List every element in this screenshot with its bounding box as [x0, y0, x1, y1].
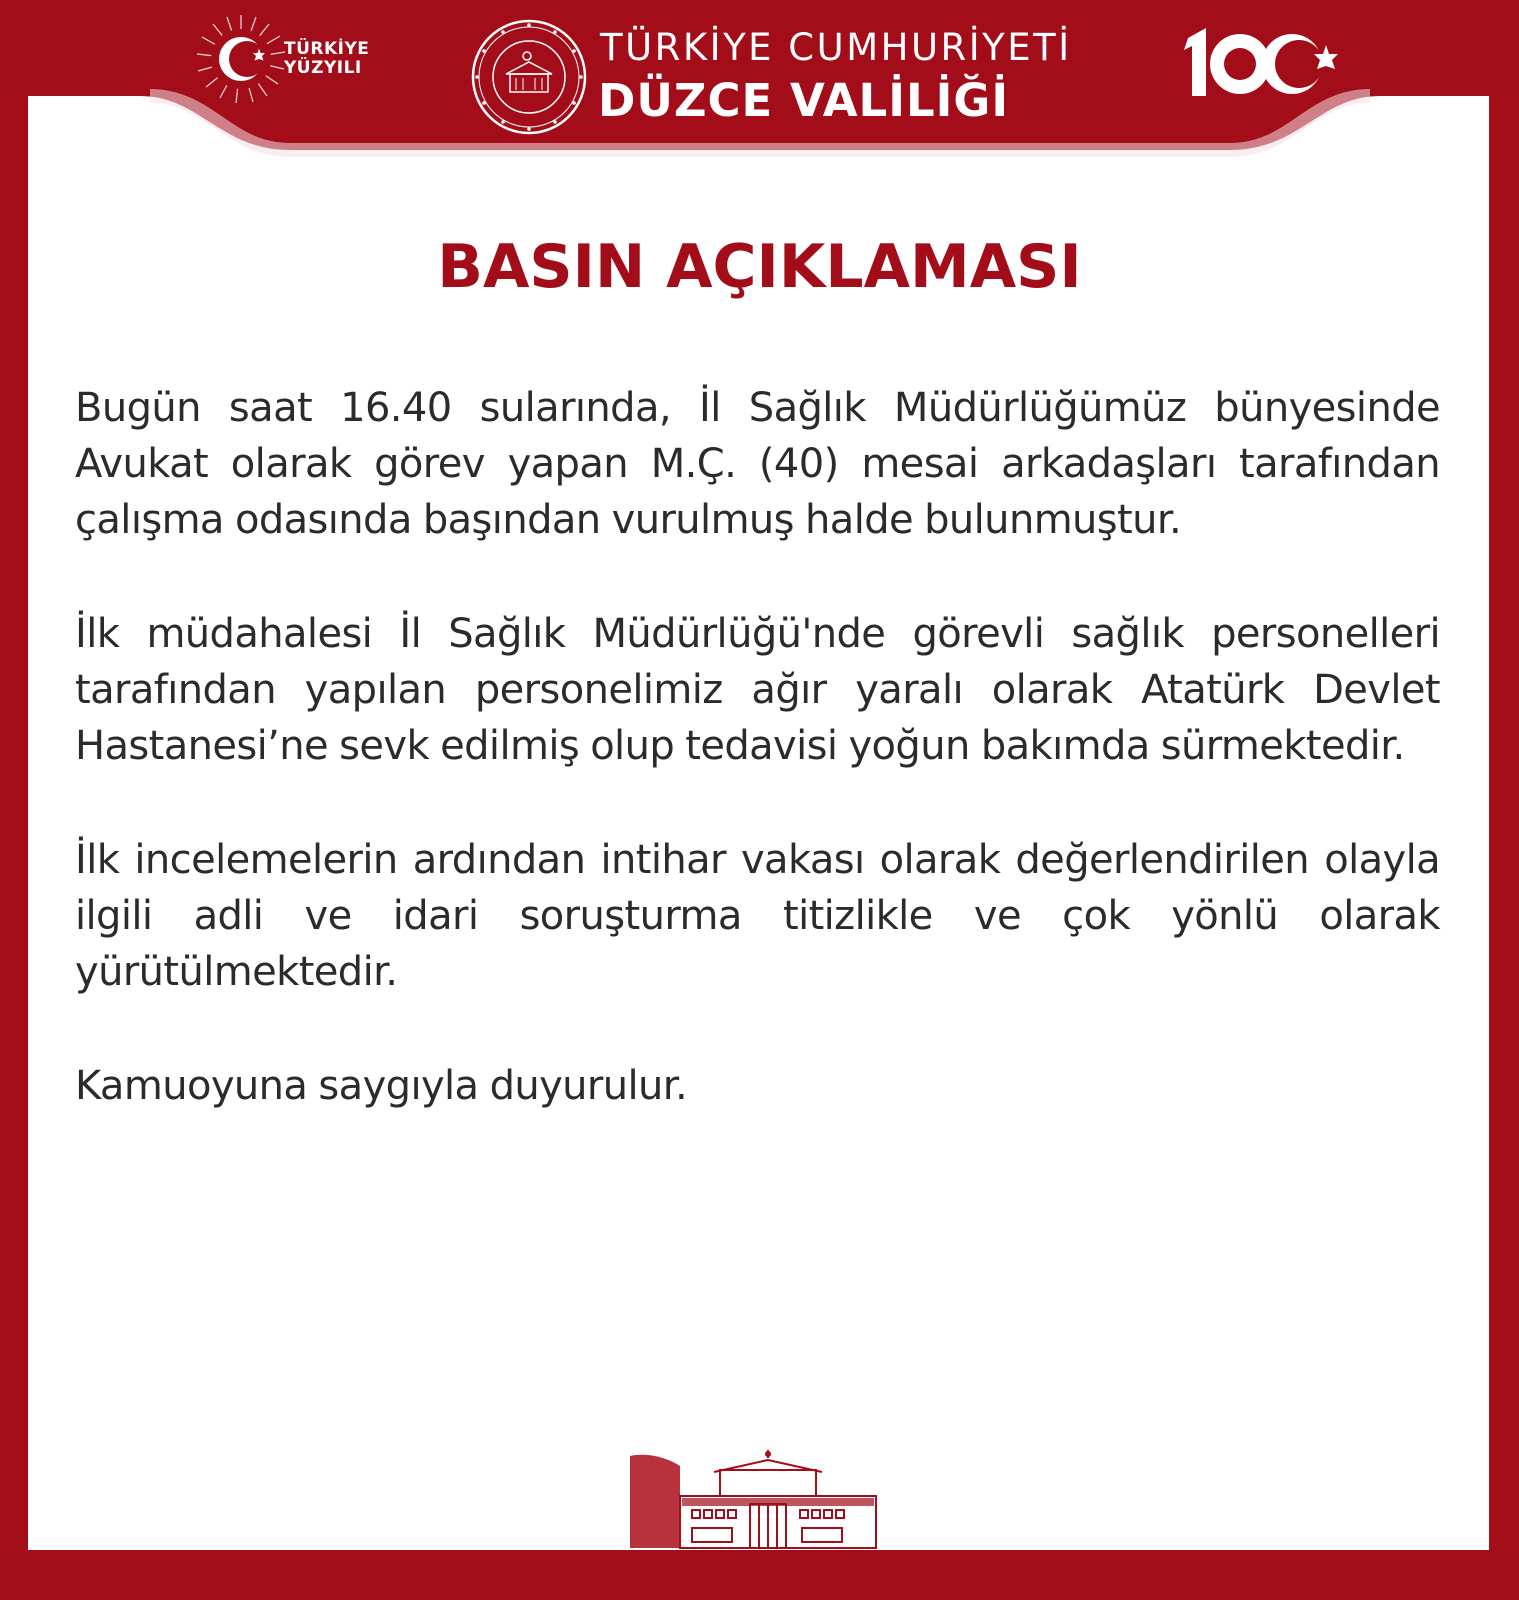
- centennial-100-icon: [1180, 18, 1350, 108]
- document-body: [75, 380, 1440, 1172]
- turkiye-yuzyili-text: [284, 40, 369, 78]
- logo-line-2: YÜZYILI: [284, 58, 362, 78]
- governorship-building-icon: [628, 1448, 878, 1552]
- paragraph-1: Bugün saat 16.40 sularında, İl Sağlık Müdürlüğümüz bünyesinde Avukat olarak görev yapan M.Ç. (40) mesai arkadaşları tarafından çalışma odasında başından vurulmuş halde bulunmuştur.: [75, 385, 1440, 543]
- logo-line-1: TÜRKİYE: [284, 39, 370, 59]
- turkiye-yuzyili-logo: [196, 14, 396, 104]
- paragraph-4: Kamuoyuna saygıyla duyurulur.: [75, 1063, 688, 1109]
- paragraph-2: İlk müdahalesi İl Sağlık Müdürlüğü'nde görevli sağlık personelleri tarafından yapılan personelimiz ağır yaralı olarak Atatürk Devlet Hastanesi’ne sevk edilmiş olup tedavisi yoğun bakımda sürmektedir.: [75, 611, 1440, 769]
- governorship-seal-icon: [470, 18, 588, 136]
- paragraph-3: İlk incelemelerin ardından intihar vakası olarak değerlendirilen olayla ilgili adli ve idari soruşturma titizlikle ve çok yönlü olarak yürütülmektedir.: [75, 837, 1440, 995]
- org-name-line2: DÜZCE VALİLİĞİ: [598, 74, 1010, 127]
- document-title: BASIN AÇIKLAMASI: [437, 232, 1082, 302]
- org-name-line1: TÜRKİYE CUMHURİYETİ: [600, 26, 1072, 69]
- crescent-burst-icon: [196, 14, 286, 104]
